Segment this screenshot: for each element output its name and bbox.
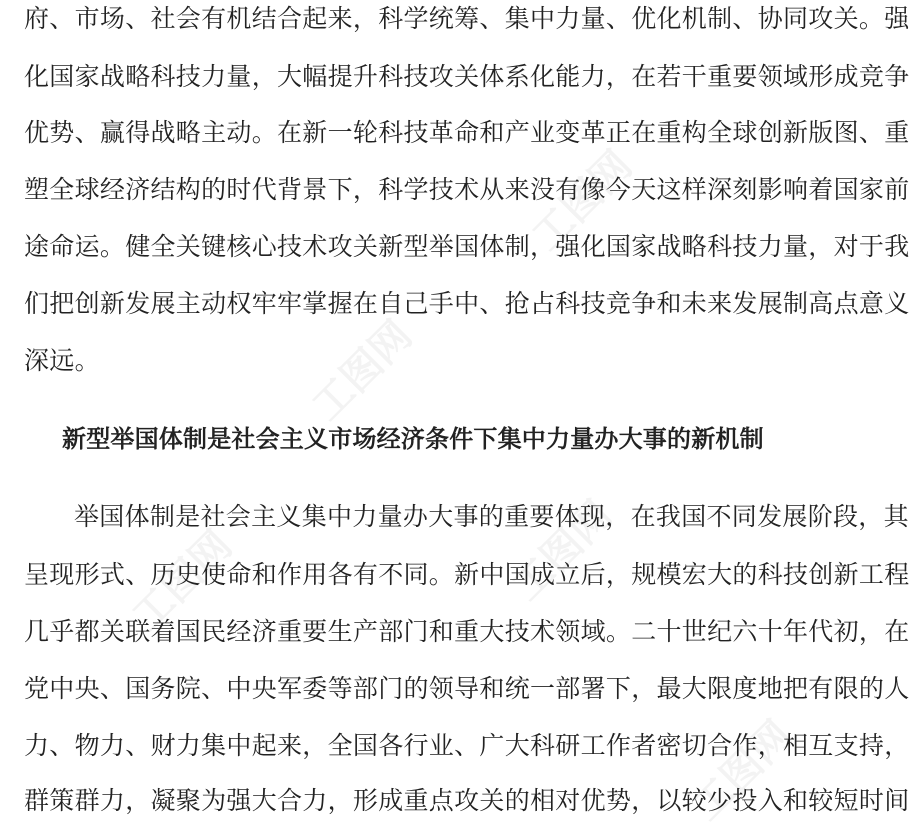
section-heading: 新型举国体制是社会主义市场经济条件下集中力量办大事的新机制 (62, 425, 764, 453)
watermark: 工图网 (503, 492, 622, 610)
paragraph-line: 群策群力，凝聚为强大合力，形成重点攻关的相对优势，以较少投入和较短时间 (24, 786, 910, 815)
paragraph-line: 优势、赢得战略主动。在新一轮科技革命和产业变革正在重构全球创新版图、重 (24, 118, 910, 147)
watermark: 工图网 (523, 142, 642, 260)
paragraph-line: 举国体制是社会主义集中力量办大事的重要体现，在我国不同发展阶段，其 (74, 502, 909, 531)
watermark: 工图网 (123, 522, 242, 640)
paragraph-line: 们把创新发展主动权牢牢掌握在自己手中、抢占科技竞争和未来发展制高点意义 (24, 289, 910, 318)
paragraph-line: 塑全球经济结构的时代背景下，科学技术从来没有像今天这样深刻影响着国家前 (24, 175, 910, 204)
paragraph-line: 力、物力、财力集中起来，全国各行业、广大科研工作者密切合作，相互支持， (24, 731, 910, 760)
paragraph-line: 化国家战略科技力量，大幅提升科技攻关体系化能力，在若干重要领域形成竞争 (24, 62, 910, 91)
paragraph-line: 深远。 (24, 346, 100, 375)
paragraph-line: 呈现形式、历史使命和作用各有不同。新中国成立后，规模宏大的科技创新工程 (24, 560, 910, 589)
paragraph-line: 几乎都关联着国民经济重要生产部门和重大技术领域。二十世纪六十年代初，在 (24, 617, 910, 646)
paragraph-line: 党中央、国务院、中央军委等部门的领导和统一部署下，最大限度地把有限的人 (24, 674, 910, 703)
paragraph-line: 途命运。健全关键核心技术攻关新型举国体制，强化国家战略科技力量，对于我 (24, 232, 910, 261)
watermark: 工图网 (683, 712, 802, 830)
paragraph-line: 府、市场、社会有机结合起来，科学统筹、集中力量、优化机制、协同攻关。强 (24, 4, 910, 33)
watermark: 工图网 (303, 312, 422, 430)
